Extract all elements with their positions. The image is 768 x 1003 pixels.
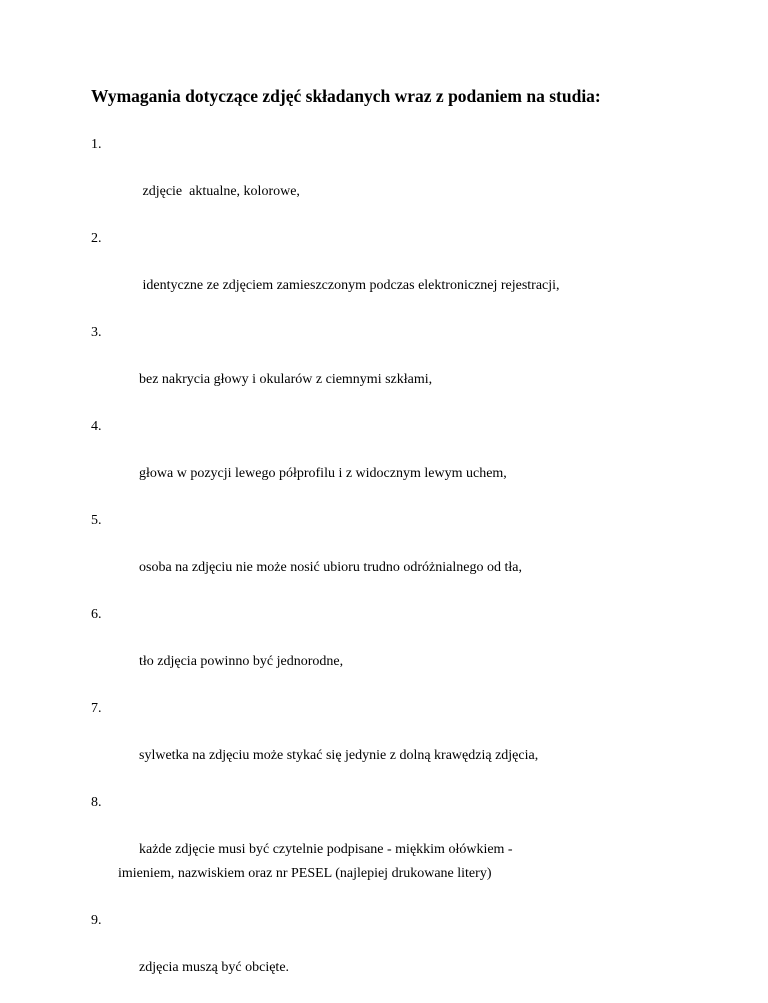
list-item-number: 4. (91, 419, 102, 434)
list-item-text: identyczne ze zdjęciem zamieszczonym podczas elektronicznej rejestracji, (139, 278, 560, 293)
list-item-text: sylwetka na zdjęciu może stykać się jedynie z dolną krawędzią zdjęcia, (139, 748, 539, 763)
list-item-number: 2. (91, 231, 102, 246)
list-item-number: 7. (91, 701, 102, 716)
list-item-number: 5. (91, 513, 102, 528)
list-item-text: głowa w pozycji lewego półprofilu i z widocznym lewym uchem, (139, 466, 507, 481)
list-item-text: zdjęcia muszą być obcięte. (139, 959, 290, 975)
list-item-number: 3. (91, 325, 102, 340)
list-item-number: 1. (91, 137, 102, 152)
list-item (91, 227, 711, 321)
list-item-text: tło zdjęcia powinno być jednorodne, (139, 654, 344, 669)
list-item (91, 791, 711, 909)
list-item-number: 9. (91, 912, 102, 928)
list-item-number: 8. (91, 795, 102, 810)
list-item (91, 415, 711, 509)
list-item (91, 321, 711, 415)
list-item-text-continuation: imieniem, nazwiskiem oraz nr PESEL (najlepiej drukowane litery) (118, 865, 492, 881)
list-item-text: każde zdjęcie musi być czytelnie podpisane - miękkim ołówkiem - (139, 842, 513, 857)
list-item-number: 6. (91, 607, 102, 622)
list-item (91, 697, 711, 791)
list-item-text: bez nakrycia głowy i okularów z ciemnymi szkłami, (139, 372, 433, 387)
list-item (91, 909, 711, 1003)
list-item-text: zdjęcie aktualne, kolorowe, (139, 184, 300, 199)
list-item-text: osoba na zdjęciu nie może nosić ubioru trudno odróżnialnego od tła, (139, 560, 522, 575)
list-item (91, 603, 711, 697)
list-item (91, 509, 711, 603)
requirements-list (91, 133, 711, 1003)
list-item (91, 133, 711, 227)
document-title: Wymagania dotyczące zdjęć składanych wraz z podaniem na studia: (91, 86, 601, 106)
